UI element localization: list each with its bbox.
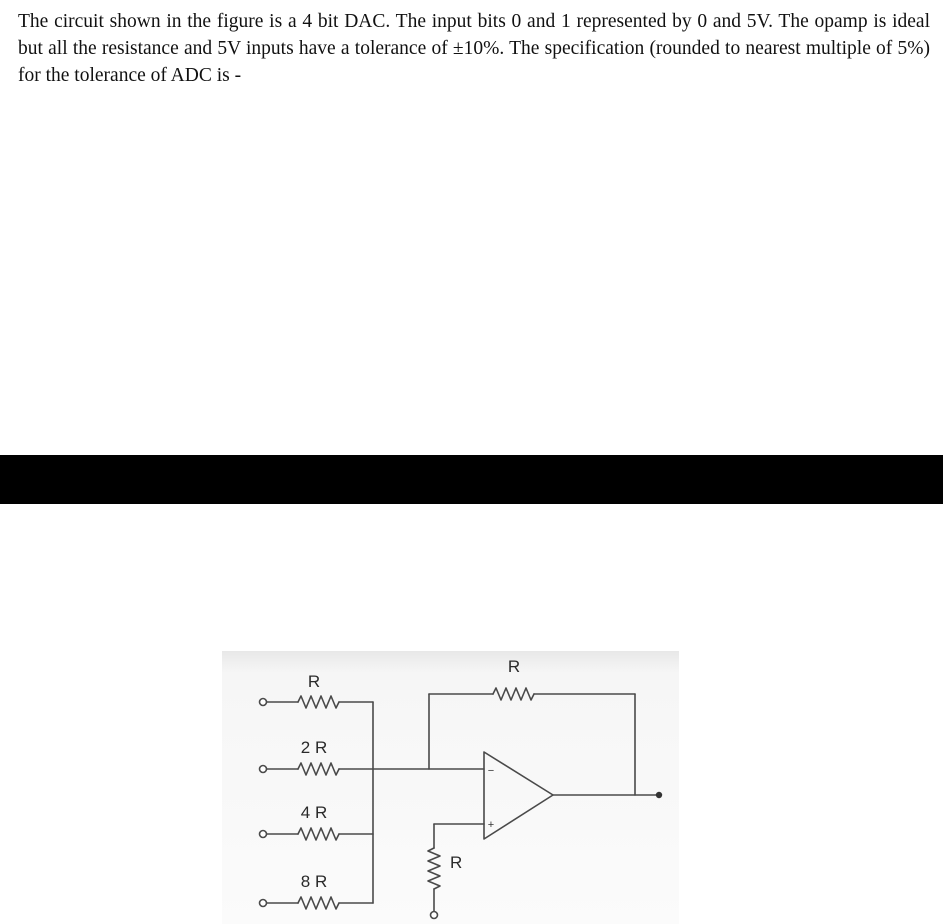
input-terminal-3	[260, 831, 267, 838]
opamp-inverting-sign: −	[487, 765, 495, 777]
label-r: R	[307, 672, 321, 691]
opamp-noninverting-sign: +	[487, 819, 495, 831]
input-terminal-1	[260, 699, 267, 706]
label-8r: 8 R	[300, 872, 328, 891]
figure-background	[222, 651, 679, 924]
label-feedback-r: R	[507, 657, 521, 676]
label-4r: 4 R	[300, 803, 328, 822]
label-ground-r: R	[450, 853, 463, 872]
input-terminal-2	[260, 766, 267, 773]
output-node	[656, 792, 662, 798]
black-band	[0, 455, 943, 504]
dac-circuit-figure	[222, 651, 679, 924]
label-2r: 2 R	[300, 738, 328, 757]
question-text: The circuit shown in the figure is a 4 bit DAC. The input bits 0 and 1 represented by 0 and 5V. The opamp is ideal but all the resistance and 5V inputs have a tolerance of ±10%. The specification (rounded to nearest multiple of 5%) for the tolerance of ADC is -	[18, 11, 930, 86]
input-terminal-4	[260, 900, 267, 907]
ground-terminal	[431, 912, 438, 919]
